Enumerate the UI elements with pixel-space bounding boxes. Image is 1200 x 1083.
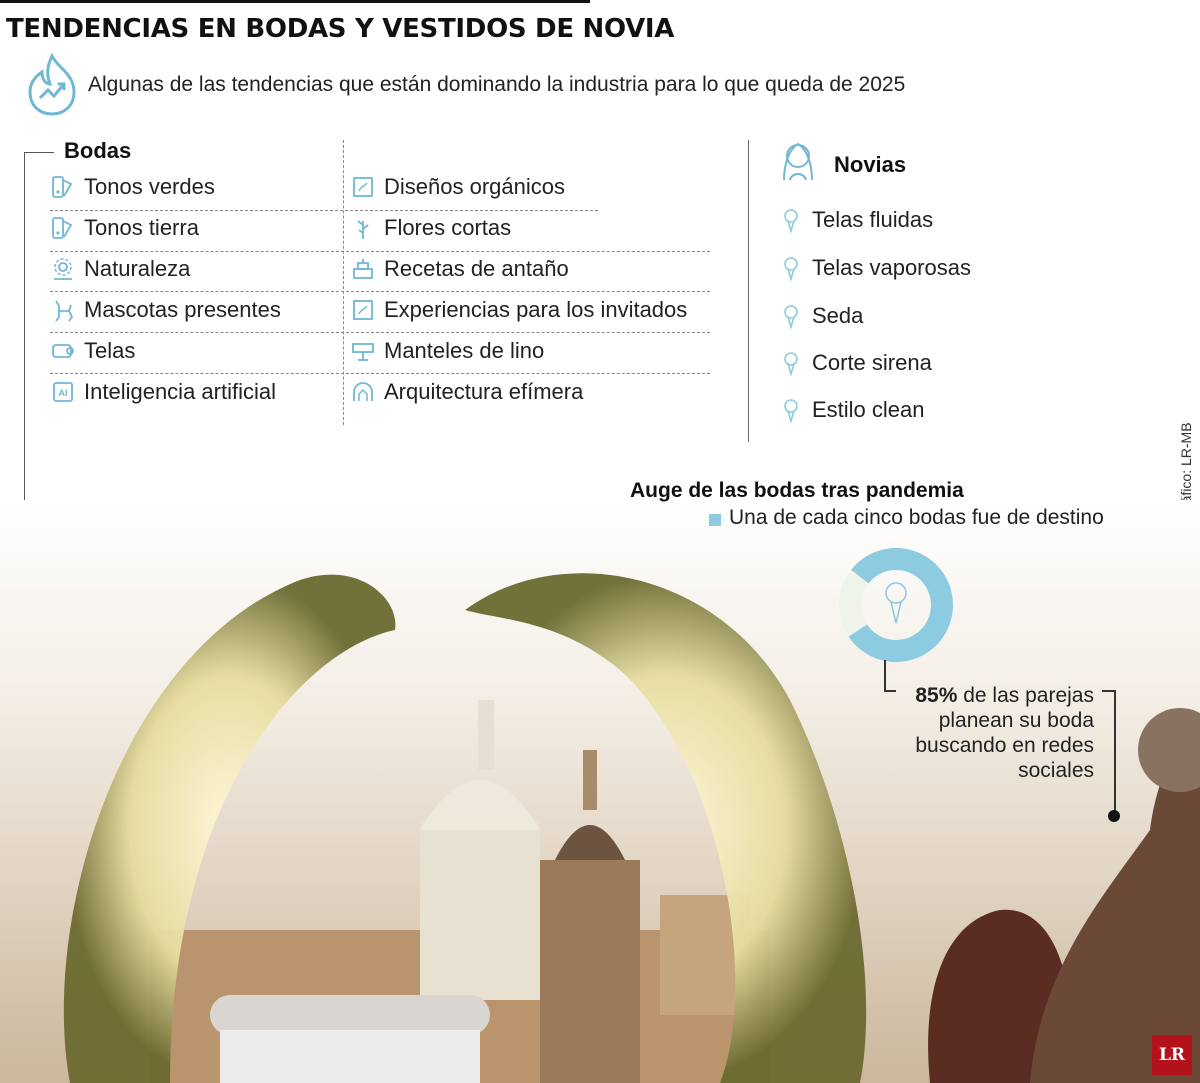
bodas-item-label: Diseños orgánicos bbox=[384, 174, 565, 199]
wedding-photo bbox=[0, 500, 1200, 1083]
bodas-item-label: Tonos verdes bbox=[84, 174, 215, 199]
bodas-item bbox=[350, 215, 511, 241]
novias-item-label: Corte sirena bbox=[812, 350, 932, 375]
donut-chart bbox=[836, 545, 956, 665]
stat-line: buscando en redes bbox=[915, 734, 1094, 757]
row-separator bbox=[50, 332, 710, 333]
fabric-roll-icon bbox=[50, 338, 76, 364]
palette-icon bbox=[50, 215, 76, 241]
bodas-heading: Bodas bbox=[64, 138, 132, 163]
bodas-item bbox=[50, 338, 135, 364]
bouquet-icon bbox=[778, 255, 804, 281]
bodas-item-label: Tonos tierra bbox=[84, 215, 199, 240]
trend-flame-icon bbox=[24, 52, 80, 118]
bodas-item-label: Recetas de antaño bbox=[384, 256, 569, 281]
bouquet-icon bbox=[778, 397, 804, 423]
table-icon bbox=[350, 338, 376, 364]
frame-icon bbox=[350, 297, 376, 323]
bouquet-icon bbox=[886, 583, 906, 623]
bodas-item-label: Manteles de lino bbox=[384, 338, 545, 363]
stat-value: 85% bbox=[915, 684, 958, 707]
bodas-item bbox=[350, 379, 583, 405]
bodas-item-label: Telas bbox=[84, 338, 136, 363]
novias-item-label: Telas fluidas bbox=[812, 207, 934, 232]
bodas-item bbox=[350, 174, 565, 200]
stat-line: planean su boda bbox=[938, 709, 1094, 732]
bodas-item-label: Inteligencia artificial bbox=[84, 379, 276, 404]
bouquet-icon bbox=[778, 350, 804, 376]
bodas-item bbox=[50, 297, 281, 323]
bouquet-icon bbox=[778, 303, 804, 329]
branch-icon bbox=[350, 215, 376, 241]
ai-chip-icon bbox=[50, 379, 76, 405]
lr-logo bbox=[1152, 1035, 1192, 1075]
novias-item bbox=[778, 397, 925, 423]
novias-item bbox=[778, 255, 971, 281]
flower-icon bbox=[50, 256, 76, 282]
novias-item bbox=[778, 303, 863, 329]
novias-item-label: Estilo clean bbox=[812, 397, 925, 422]
bodas-item bbox=[50, 174, 215, 200]
bodas-item-label: Experiencias para los invitados bbox=[384, 297, 688, 322]
page-title: TENDENCIAS EN BODAS Y VESTIDOS DE NOVIA bbox=[6, 14, 675, 44]
svg-text:AI: AI bbox=[58, 388, 68, 398]
bodas-item bbox=[50, 379, 276, 405]
novias-item-label: Seda bbox=[812, 303, 864, 328]
bodas-item-label: Flores cortas bbox=[384, 215, 512, 240]
legend-swatch bbox=[709, 514, 721, 526]
bodas-item bbox=[50, 256, 190, 282]
bodas-bracket-top bbox=[24, 152, 54, 153]
row-separator bbox=[50, 373, 710, 374]
title-rule bbox=[0, 0, 590, 3]
stat-line: de las parejas bbox=[957, 684, 1094, 707]
bodas-column-divider bbox=[343, 140, 344, 425]
stat-text bbox=[880, 683, 1094, 783]
arch-icon bbox=[350, 379, 376, 405]
novias-heading: Novias bbox=[834, 152, 907, 177]
palette-icon bbox=[50, 174, 76, 200]
dog-icon bbox=[50, 297, 76, 323]
bodas-item-label: Arquitectura efímera bbox=[384, 379, 584, 404]
novias-item bbox=[778, 207, 933, 233]
bodas-item bbox=[50, 215, 199, 241]
legend-text: Una de cada cinco bodas fue de destino bbox=[729, 506, 1104, 529]
frame-icon bbox=[350, 174, 376, 200]
novias-divider bbox=[748, 140, 749, 442]
lr-logo-text: LR bbox=[1158, 1045, 1186, 1065]
row-separator bbox=[50, 291, 710, 292]
bodas-item-label: Mascotas presentes bbox=[84, 297, 281, 322]
novias-item bbox=[778, 350, 932, 376]
auge-title: Auge de las bodas tras pandemia bbox=[630, 479, 964, 502]
bride-icon bbox=[776, 138, 820, 182]
row-separator bbox=[50, 251, 710, 252]
stat-dot bbox=[1108, 810, 1120, 822]
bodas-item bbox=[350, 297, 687, 323]
bodas-item-label: Naturaleza bbox=[84, 256, 191, 281]
stat-connector bbox=[1114, 690, 1116, 815]
row-separator bbox=[50, 210, 598, 211]
novias-item-label: Telas vaporosas bbox=[812, 255, 971, 280]
cake-icon bbox=[350, 256, 376, 282]
stat-line: sociales bbox=[1018, 759, 1094, 782]
bouquet-icon bbox=[778, 207, 804, 233]
bodas-item bbox=[350, 256, 569, 282]
bodas-item bbox=[350, 338, 544, 364]
page-subtitle: Algunas de las tendencias que están dominando la industria para lo que queda de 2025 bbox=[88, 73, 906, 96]
